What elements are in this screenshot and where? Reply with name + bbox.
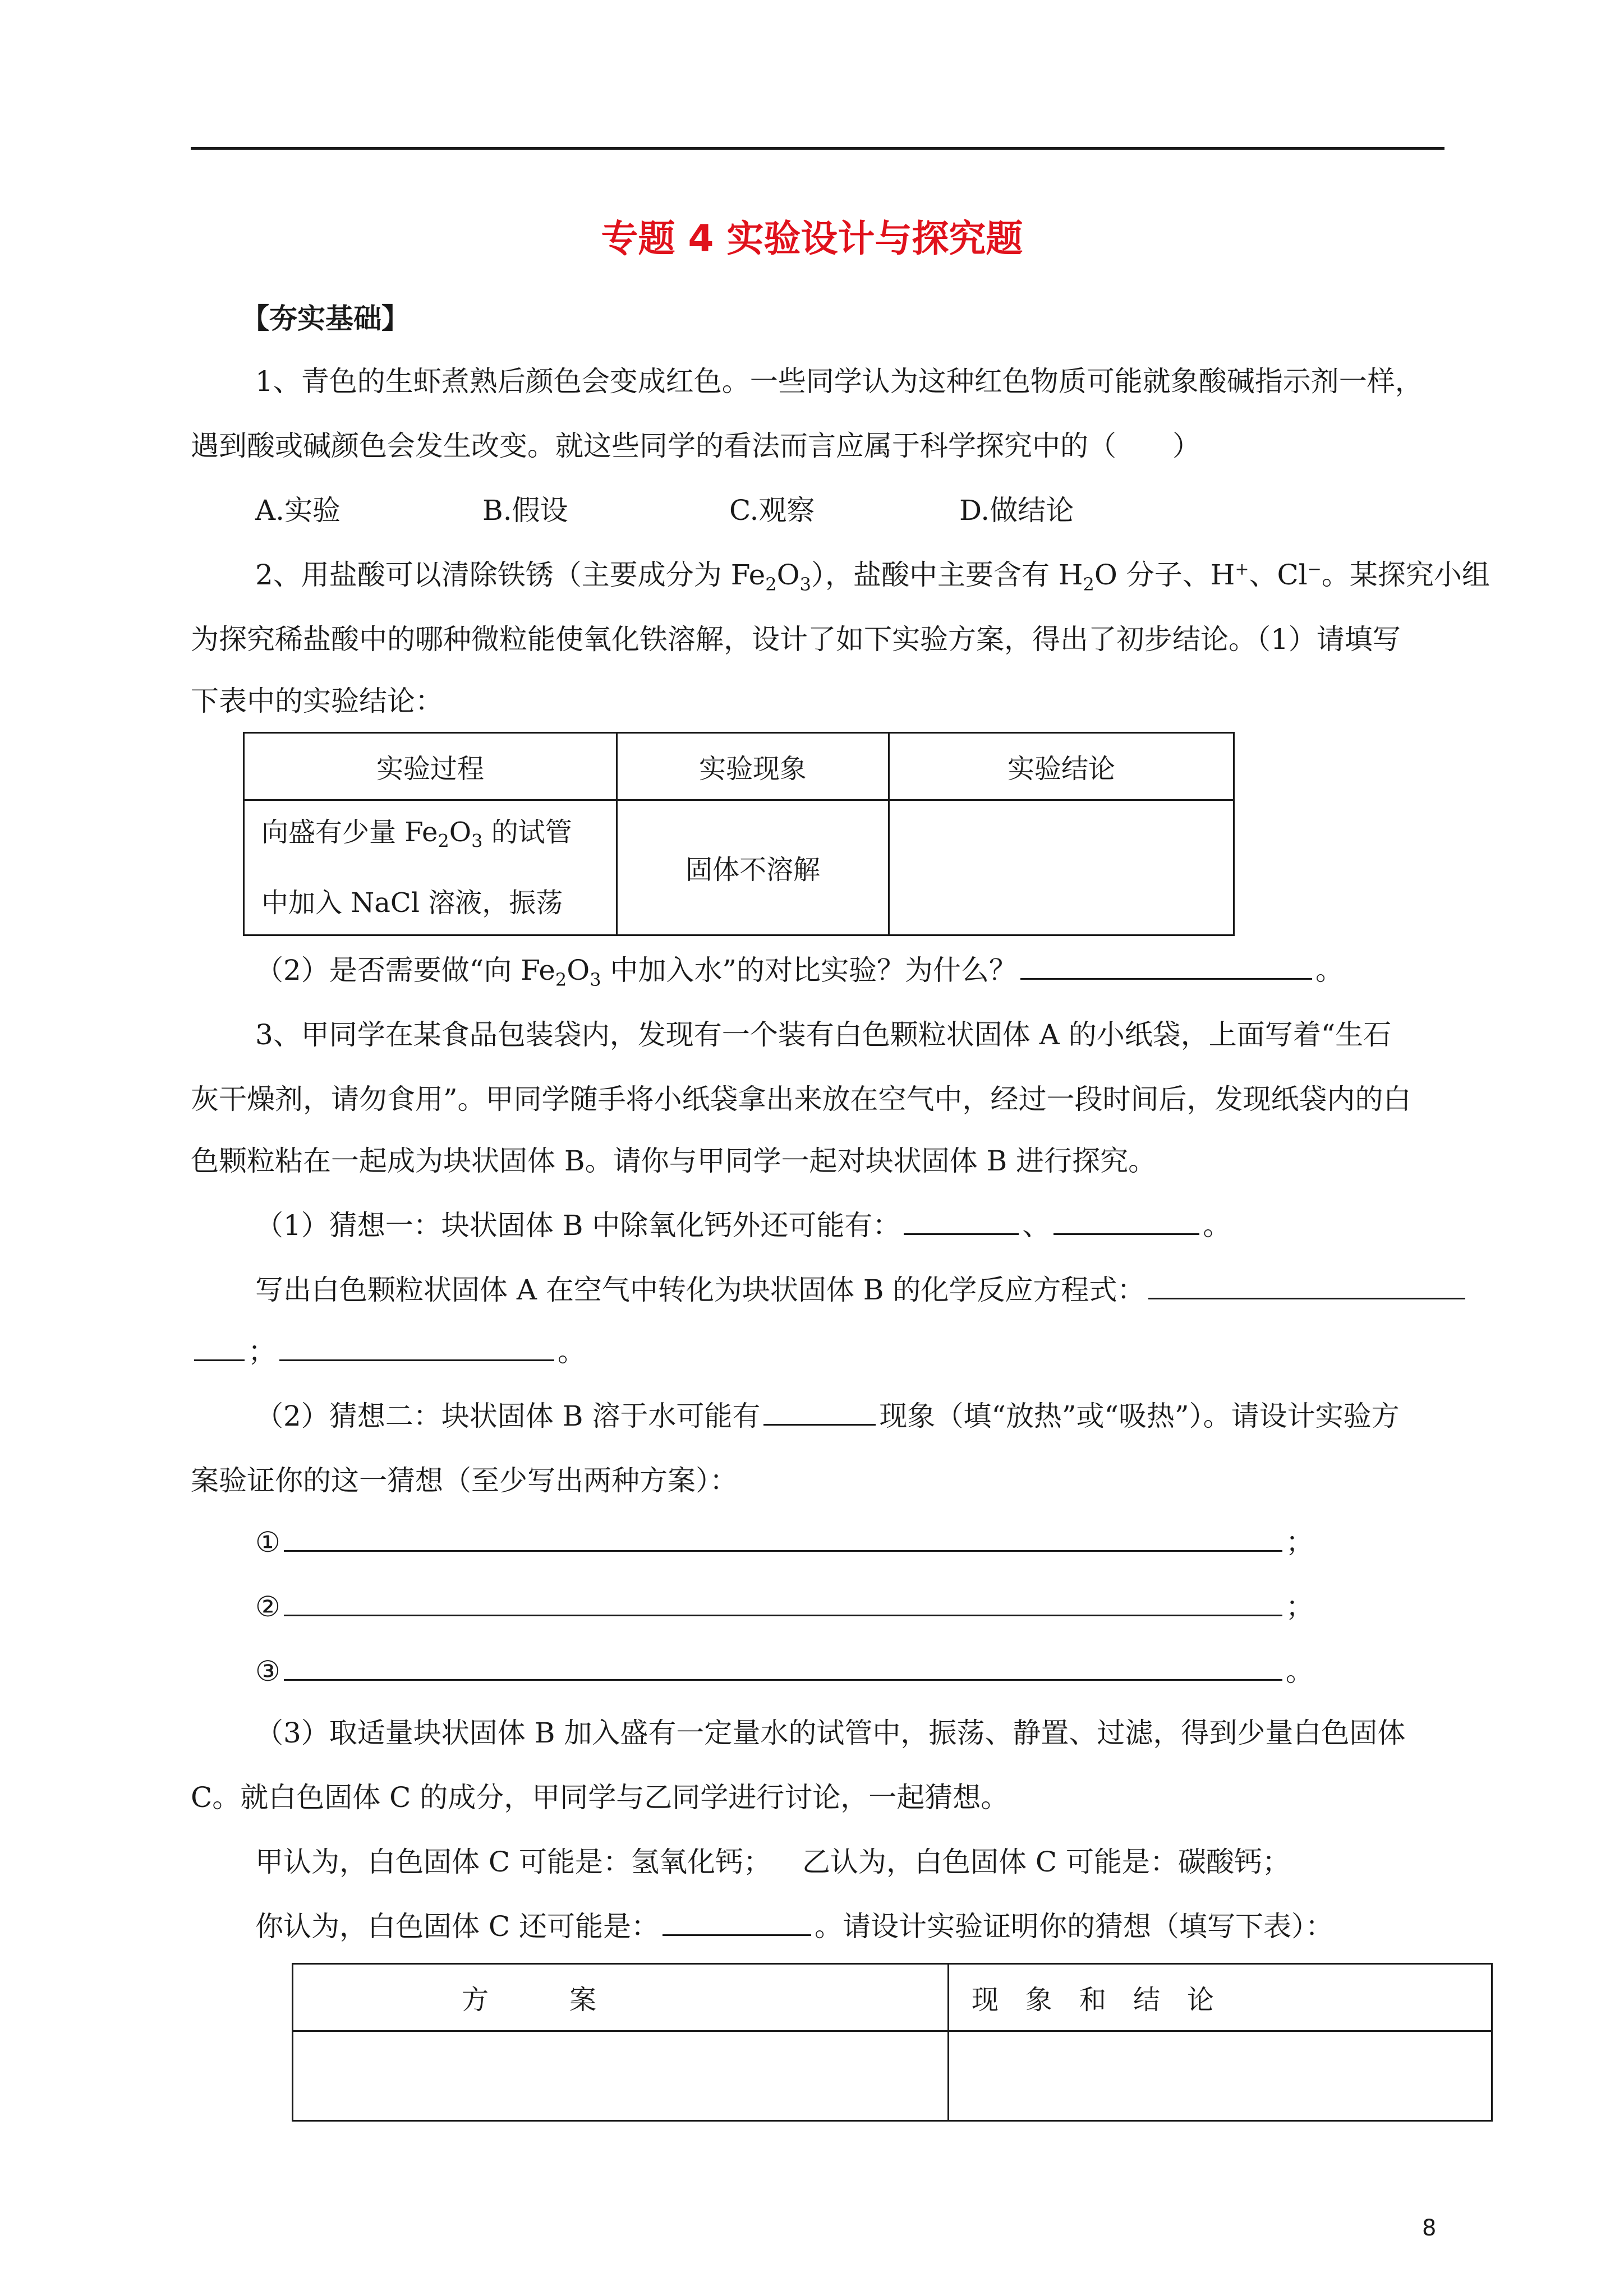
table-header: 现 象 和 结 论	[949, 1964, 1492, 2031]
q3-line1: 3、甲同学在某食品包装袋内，发现有一个装有白色颗粒状固体 A 的小纸袋，上面写着“生石	[255, 1018, 1392, 1051]
table-cell-plan[interactable]	[293, 2031, 949, 2121]
experiment-table	[243, 732, 1235, 936]
q1-option-c: C.观察	[729, 494, 815, 527]
q1-option-b: B.假设	[482, 494, 568, 527]
q3-yi: 乙认为，白色固体 C 可能是：碳酸钙；	[802, 1846, 1291, 1878]
table-header: 实验结论	[889, 733, 1234, 800]
table-cell-conclusion[interactable]	[889, 800, 1234, 935]
page-number: 8	[1422, 2215, 1437, 2241]
plan-line: ② ；	[255, 1584, 1314, 1625]
plan-table	[292, 1963, 1493, 2122]
table-header: 实验现象	[617, 733, 889, 800]
header-rule	[191, 147, 1444, 150]
q2-line3: 下表中的实验结论：	[191, 685, 443, 717]
plan-line: ① ；	[255, 1520, 1314, 1560]
q3-equation-cont: ； 。	[191, 1329, 586, 1370]
answer-blank[interactable]	[284, 1651, 1282, 1681]
q1-option-a: A.实验	[255, 494, 341, 527]
table-header: 方 案	[293, 1964, 949, 2031]
answer-blank[interactable]	[1053, 1205, 1199, 1235]
q1-option-d: D.做结论	[959, 494, 1074, 527]
q2-sub2: （2）是否需要做“向 $Fe_2O_3$ 中加入水”的对比实验？为什么？ 。	[255, 948, 1344, 990]
q3-guess2-line2: 案验证你的这一猜想（至少写出两种方案）：	[191, 1464, 738, 1497]
q3-line2: 灰干燥剂，请勿食用”。甲同学随手将小纸袋拿出来放在空气中，经过一段时间后，发现纸袋内的白	[191, 1083, 1411, 1115]
answer-blank[interactable]	[904, 1205, 1019, 1235]
table-cell-result[interactable]	[949, 2031, 1492, 2121]
answer-blank[interactable]	[284, 1522, 1282, 1552]
table-cell-process: 向盛有少量 $Fe_2O_3$ 的试管 中加入 NaCl 溶液，振荡	[244, 800, 617, 935]
q3-part3-line2: C。就白色固体 C 的成分，甲同学与乙同学进行讨论，一起猜想。	[191, 1781, 1009, 1814]
answer-blank[interactable]	[279, 1331, 554, 1361]
answer-blank[interactable]	[663, 1906, 811, 1936]
q3-line3: 色颗粒粘在一起成为块状固体 B。请你与甲同学一起对块状固体 B 进行探究。	[191, 1145, 1157, 1177]
answer-blank[interactable]	[1148, 1270, 1465, 1299]
q3-guess1: （1）猜想一：块状固体 B 中除氧化钙外还可能有： 、 。	[255, 1203, 1231, 1243]
answer-blank[interactable]	[284, 1587, 1282, 1616]
table-cell-phenomenon: 固体不溶解	[617, 800, 889, 935]
q3-you: 你认为，白色固体 C 还可能是： 。请设计实验证明你的猜想（填写下表）：	[255, 1904, 1333, 1944]
answer-blank[interactable]	[763, 1396, 876, 1426]
q3-guess2-line1: （2）猜想二：块状固体 B 溶于水可能有 现象（填“放热”或“吸热”）。请设计实验方	[255, 1394, 1400, 1434]
q3-equation: 写出白色颗粒状固体 A 在空气中转化为块状固体 B 的化学反应方程式：	[255, 1267, 1469, 1308]
page-title: 专题 4 实验设计与探究题	[601, 217, 1023, 260]
answer-blank[interactable]	[194, 1331, 245, 1361]
q2-line1: 2、用盐酸可以清除铁锈（主要成分为 $Fe_2O_3$），盐酸中主要含有 $H_2O$ 分子、H+、Cl−。某探究小组	[255, 559, 1490, 595]
answer-blank[interactable]	[1020, 950, 1312, 980]
section-heading: 【夯实基础】	[241, 302, 410, 335]
plan-line: ③ 。	[255, 1649, 1314, 1689]
q1-line1: 1、青色的生虾煮熟后颜色会变成红色。一些同学认为这种红色物质可能就象酸碱指示剂一样，	[255, 365, 1423, 398]
q1-line2: 遇到酸或碱颜色会发生改变。就这些同学的看法而言应属于科学探究中的（ ）	[191, 430, 1200, 462]
q3-jia: 甲认为，白色固体 C 可能是：氢氧化钙；	[255, 1846, 772, 1878]
q2-line2: 为探究稀盐酸中的哪种微粒能使氧化铁溶解，设计了如下实验方案，得出了初步结论。（1）请填写	[191, 623, 1401, 656]
table-header: 实验过程	[244, 733, 617, 800]
q3-part3-line1: （3）取适量块状固体 B 加入盛有一定量水的试管中，振荡、静置、过滤，得到少量白色固体	[255, 1717, 1406, 1749]
